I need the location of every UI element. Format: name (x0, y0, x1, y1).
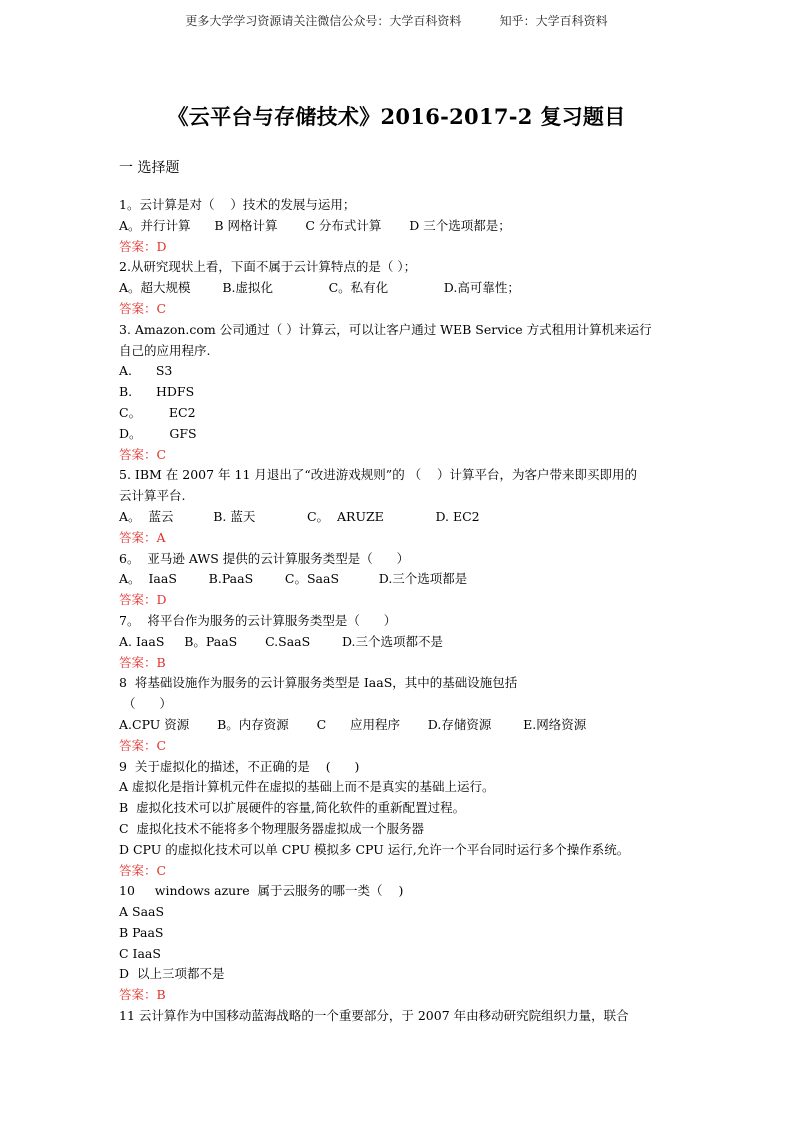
question-text: 1。云计算是对（ ）技术的发展与运用； (119, 197, 356, 212)
answer-text: 答案：D (119, 592, 167, 608)
question-text: 2.从研究现状上看，下面不属于云计算特点的是（ ）； (119, 259, 417, 275)
answer-text: 答案：A (119, 529, 166, 545)
question-text: 自己的应用程序. (119, 342, 211, 358)
question-text: 9 关于虚拟化的描述，不正确的是 ( ) (119, 758, 360, 774)
page-header: 更多大学学习资源请关注微信公众号：大学百科资料 知乎：大学百科资料 (185, 14, 608, 28)
option-text: D 以上三项都不是 (119, 966, 225, 982)
option-text: D CPU 的虚拟化技术可以单 CPU 模拟多 CPU 运行,允许一个平台同时运行多个操作系统。 (119, 841, 630, 857)
answer-text: 答案：C (119, 737, 167, 753)
option-text: B PaaS (119, 924, 164, 940)
question-text: 8 将基础设施作为服务的云计算服务类型是 IaaS，其中的基础设施包括 (119, 675, 518, 691)
option-text: A.CPU 资源 B。内存资源 C 应用程序 D.存储资源 E.网络资源 (119, 716, 587, 732)
option-text: D。 GFS (119, 425, 197, 441)
question-text: 7。 将平台作为服务的云计算服务类型是（ ） (119, 612, 397, 628)
option-text: A。超大规模 B.虚拟化 C。私有化 D.高可靠性； (119, 280, 520, 296)
question-text: 云计算平台. (119, 488, 186, 504)
option-text: C。 EC2 (119, 404, 196, 420)
answer-text: 答案：C (119, 300, 167, 316)
answer-text: 答案：B (119, 654, 166, 670)
answer-text: 答案：C (119, 446, 167, 462)
question-text: 6。 亚马逊 AWS 提供的云计算服务类型是（ ） (119, 550, 410, 566)
option-text: A。 蓝云 B. 蓝天 C。 ARUZE D. EC2 (119, 508, 480, 524)
option-text: C IaaS (119, 945, 161, 961)
option-text: B 虚拟化技术可以扩展硬件的容量,简化软件的重新配置过程。 (119, 800, 466, 816)
answer-text: 答案：D (119, 238, 167, 254)
question-text: 5. IBM 在 2007 年 11 月退出了“改进游戏规则”的 （ ）计算平台，为客户带来即买即用的 (119, 467, 638, 483)
answer-text: 答案：B (119, 987, 166, 1003)
document-title: 《云平台与存储技术》2016-2017-2 复习题目 (167, 104, 626, 129)
question-text: 10 windows azure 属于云服务的哪一类（ ) (119, 883, 404, 899)
question-list (119, 195, 679, 1027)
option-text: C 虚拟化技术不能将多个物理服务器虚拟成一个服务器 (119, 820, 425, 836)
answer-text: 答案：C (119, 862, 167, 878)
option-text: A。 IaaS B.PaaS C。SaaS D.三个选项都是 (119, 571, 468, 587)
option-text: A. IaaS B。PaaS C.SaaS D.三个选项都不是 (119, 633, 444, 649)
option-text: A。并行计算 B 网格计算 C 分布式计算 D 三个选项都是； (119, 217, 511, 233)
option-text: A SaaS (119, 904, 165, 920)
option-text: B. HDFS (119, 384, 195, 400)
section-heading: 一 选择题 (119, 160, 180, 176)
option-text: A. S3 (119, 363, 173, 379)
question-text: （ ） (119, 696, 172, 712)
question-text: 11 云计算作为中国移动蓝海战略的一个重要部分，于 2007 年由移动研究院组织力量，联合 (119, 1008, 629, 1024)
question-text: 3. Amazon.com 公司通过（ ）计算云，可以让客户通过 WEB Service 方式租用计算机来运行 (119, 321, 652, 337)
option-text: A 虚拟化是指计算机元件在虚拟的基础上而不是真实的基础上运行。 (119, 779, 495, 795)
